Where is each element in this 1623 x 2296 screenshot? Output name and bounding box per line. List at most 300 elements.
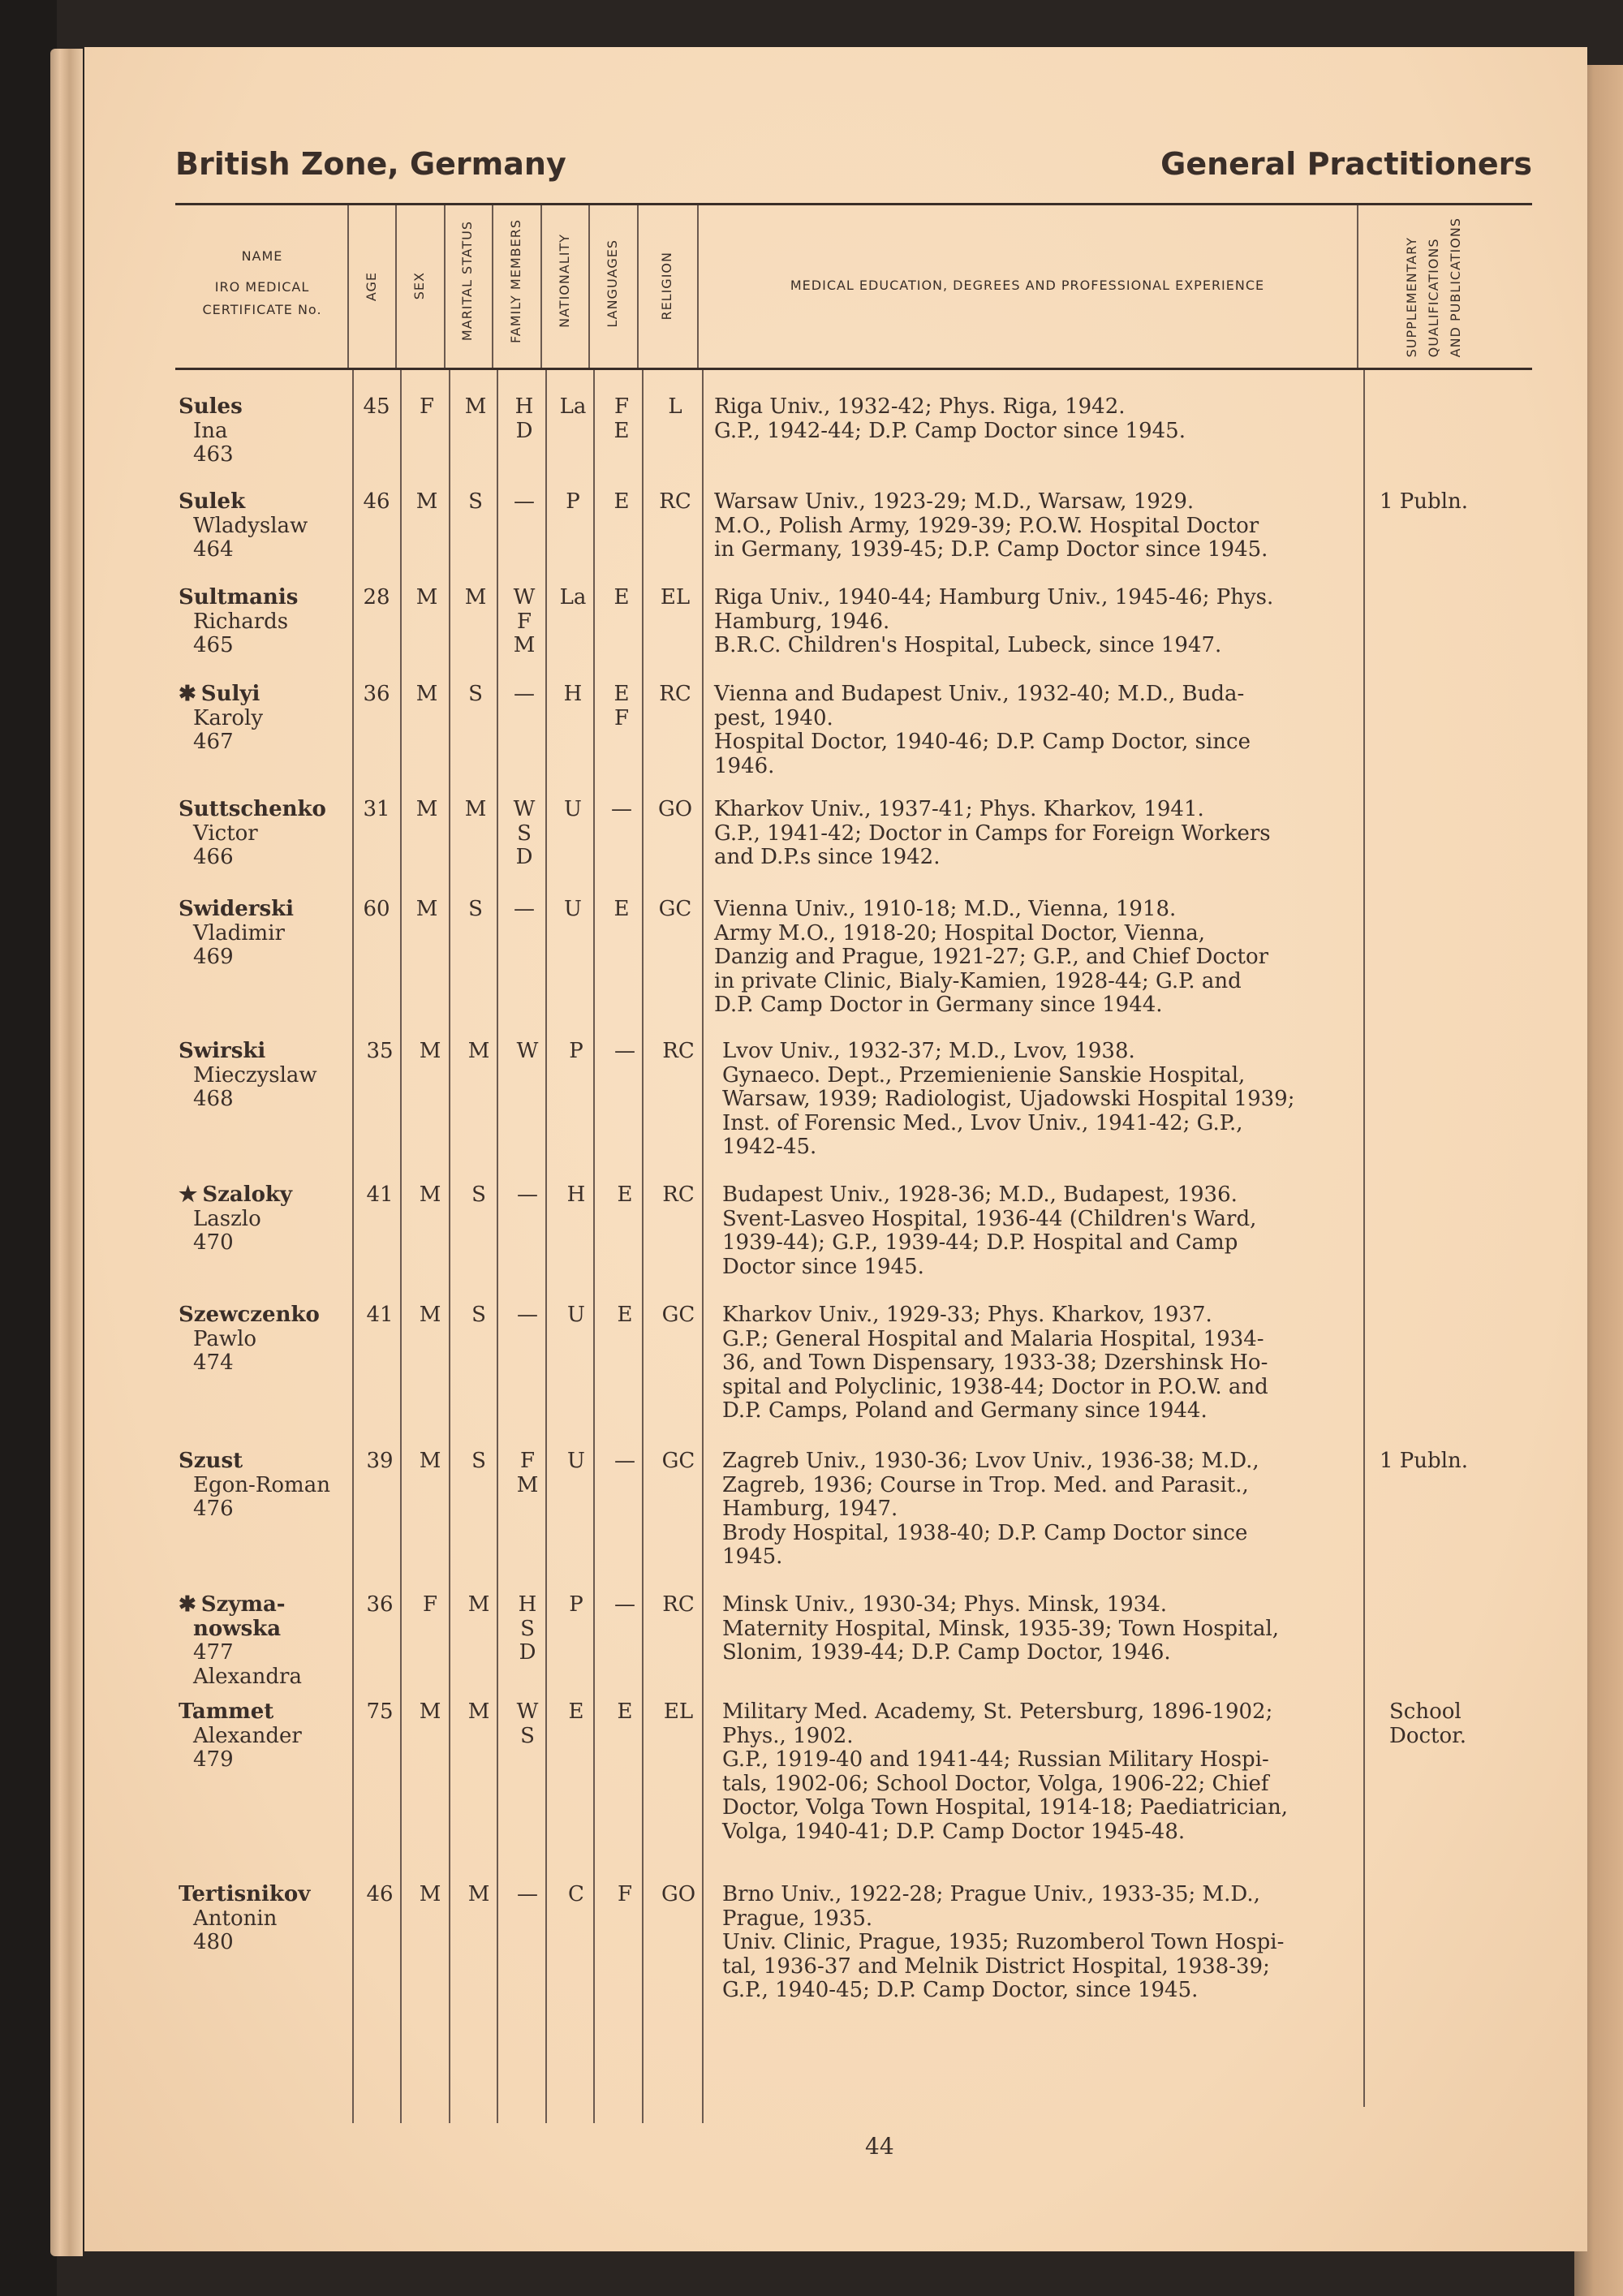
education-experience-cell: [722, 1303, 1268, 1424]
certificate-number: 477: [193, 1640, 234, 1665]
marital-cell: [454, 1183, 503, 1208]
nat-value: U: [567, 1303, 585, 1327]
doctor-surname: [179, 586, 298, 610]
name-line: [179, 1725, 302, 1749]
name-cell: [179, 1700, 302, 1773]
lang-cell: [601, 1700, 649, 1725]
sex-value: M: [415, 897, 438, 921]
rel-cell: [646, 586, 704, 610]
description-line: Lvov Univ., 1932-37; M.D., Lvov, 1938.: [722, 1039, 1135, 1063]
nat-value: H: [563, 682, 583, 706]
description-line: Inst. of Forensic Med., Lvov Univ., 1941-42; G.P.,: [722, 1110, 1243, 1135]
family-cell: [503, 1883, 552, 1907]
family-value: D: [515, 418, 533, 443]
marital-value: M: [464, 394, 487, 419]
name-text: Szust: [179, 1449, 243, 1473]
supplementary-line: School: [1389, 1699, 1462, 1724]
name-line: [179, 443, 243, 467]
nat-value: La: [559, 585, 587, 610]
lang-cell: [597, 586, 646, 610]
name-text: Sulyi: [200, 682, 260, 706]
column-header-name: [179, 245, 346, 321]
marital-value: M: [464, 797, 487, 821]
age-value: 36: [363, 682, 390, 706]
family-value: —: [514, 682, 535, 706]
rel-value: RC: [659, 682, 691, 706]
asterisk-marker-icon: ✱: [179, 682, 196, 706]
description-line: Doctor, Volga Town Hospital, 1914-18; Paediatrician,: [722, 1795, 1289, 1820]
marital-cell: [454, 1040, 503, 1064]
family-value: F: [516, 609, 532, 634]
lang-cell: [601, 1183, 649, 1208]
column-divider: [497, 370, 498, 2123]
education-experience-cell: [714, 586, 1273, 658]
age-value: 41: [366, 1303, 394, 1327]
column-header-supplementary-line: AND PUBLICATIONS: [1448, 218, 1463, 358]
column-header-languages: LANGUAGES: [605, 239, 620, 328]
marital-cell: [451, 490, 500, 515]
description-line: G.P., 1919-40 and 1941-44; Russian Military Hospi-: [722, 1747, 1269, 1772]
family-cell: [500, 395, 549, 443]
nat-value: P: [569, 1592, 583, 1617]
description-line: M.O., Polish Army, 1929-39; P.O.W. Hospital Doctor: [714, 513, 1259, 538]
name-text: nowska: [193, 1616, 282, 1641]
rel-value: GC: [658, 897, 692, 921]
column-header-nationality: NATIONALITY: [557, 234, 572, 328]
column-divider: [352, 370, 354, 2123]
sex-cell: [403, 395, 451, 420]
asterisk-marker-icon: ✱: [179, 1592, 196, 1617]
name-line: [179, 1748, 302, 1773]
column-header-supplementary-line: QUALIFICATIONS: [1426, 238, 1441, 358]
description-line: D.P. Camps, Poland and Germany since 1944.: [722, 1398, 1208, 1423]
name-cell: [179, 1303, 320, 1376]
age-cell: [355, 1883, 404, 1907]
name-text: Laszlo: [193, 1206, 261, 1231]
sex-value: M: [419, 1039, 441, 1063]
name-text: Tammet: [179, 1699, 274, 1724]
sex-value: M: [415, 682, 438, 706]
lang-value: E: [613, 489, 630, 514]
name-line: [179, 1474, 330, 1498]
marital-cell: [454, 1883, 503, 1907]
name-text: Egon-Roman: [193, 1472, 330, 1497]
name-cell: [179, 1183, 292, 1256]
marital-value: S: [468, 489, 483, 514]
description-line: Brody Hospital, 1938-40; D.P. Camp Doctor since: [722, 1520, 1248, 1545]
nat-value: H: [566, 1182, 586, 1207]
description-line: B.R.C. Children's Hospital, Lubeck, since 1947.: [714, 633, 1222, 657]
age-value: 35: [366, 1039, 394, 1063]
rel-cell: [649, 1593, 708, 1618]
lang-cell: [597, 490, 646, 515]
age-value: 36: [366, 1592, 394, 1617]
doctor-surname: [179, 490, 308, 515]
name-text: Ina: [193, 418, 228, 443]
certificate-number: 474: [193, 1350, 234, 1375]
doctor-surname: [179, 1303, 320, 1328]
doctor-surname: [179, 1593, 302, 1618]
description-line: Phys., 1902.: [722, 1723, 854, 1748]
certificate-number: 476: [193, 1497, 234, 1521]
header-top-rule: [175, 203, 1532, 205]
description-line: Military Med. Academy, St. Petersburg, 1896-1902;: [722, 1699, 1273, 1724]
rel-cell: [649, 1883, 708, 1907]
family-value: H: [514, 394, 534, 419]
supplementary-line: 1 Publn.: [1380, 489, 1469, 514]
description-line: 1939-44); G.P., 1939-44; D.P. Hospital and Camp: [722, 1230, 1238, 1255]
description-line: 1945.: [722, 1544, 783, 1569]
column-divider: [395, 205, 397, 368]
age-value: 45: [363, 394, 390, 419]
scan-background: [0, 0, 1623, 49]
age-cell: [352, 798, 401, 822]
column-header-name-line: CERTIFICATE No.: [202, 302, 322, 317]
education-experience-cell: [714, 798, 1271, 870]
education-experience-cell: [722, 1040, 1294, 1160]
age-cell: [352, 586, 401, 610]
marital-cell: [451, 586, 500, 610]
column-divider: [637, 205, 639, 368]
column-header-age: AGE: [364, 272, 379, 302]
name-cell: [179, 490, 308, 562]
name-line: [179, 1641, 302, 1665]
rel-value: GC: [661, 1303, 695, 1327]
supplementary-cell: [1380, 1450, 1468, 1474]
nat-value: P: [566, 489, 580, 514]
name-cell: [179, 586, 298, 658]
family-value: —: [517, 1303, 538, 1327]
lang-value: —: [614, 1039, 635, 1063]
nat-cell: [549, 898, 597, 922]
column-header-name-line: NAME: [241, 248, 283, 264]
marital-value: M: [467, 1882, 490, 1906]
description-line: G.P., 1940-45; D.P. Camp Doctor, since 1945.: [722, 1978, 1199, 2002]
lang-cell: [597, 395, 646, 443]
sex-value: M: [419, 1182, 441, 1207]
marital-cell: [454, 1450, 503, 1474]
family-value: D: [519, 1640, 536, 1665]
description-line: pest, 1940.: [714, 705, 833, 730]
certificate-number: 480: [193, 1930, 234, 1954]
column-divider: [588, 205, 590, 368]
nat-cell: [549, 683, 597, 707]
rel-cell: [649, 1040, 708, 1064]
age-cell: [355, 1303, 404, 1328]
lang-cell: [601, 1593, 649, 1618]
column-header-marital-status: MARITAL STATUS: [459, 221, 475, 342]
description-line: 1946.: [714, 753, 775, 778]
lang-value: F: [613, 705, 630, 730]
name-line: [179, 1618, 302, 1642]
name-cell: [179, 1883, 310, 1955]
lang-cell: [601, 1303, 649, 1328]
rel-cell: [649, 1183, 708, 1208]
description-line: Brno Univ., 1922-28; Prague Univ., 1933-35; M.D.,: [722, 1882, 1260, 1906]
age-cell: [355, 1183, 404, 1208]
sex-value: M: [415, 585, 438, 610]
family-value: —: [514, 489, 535, 514]
column-divider: [540, 205, 542, 368]
description-line: Budapest Univ., 1928-36; M.D., Budapest, 1936.: [722, 1182, 1238, 1207]
column-divider: [702, 370, 704, 2123]
name-line: [179, 610, 298, 635]
rel-value: GC: [661, 1449, 695, 1473]
name-text: Szaloky: [202, 1182, 293, 1207]
age-cell: [352, 683, 401, 707]
marital-value: M: [467, 1699, 490, 1724]
description-line: Vienna Univ., 1910-18; M.D., Vienna, 1918.: [714, 897, 1177, 921]
marital-cell: [451, 898, 500, 922]
column-divider: [444, 205, 446, 368]
marital-value: M: [467, 1039, 490, 1063]
marital-value: M: [464, 585, 487, 610]
sex-value: F: [422, 1592, 438, 1617]
marital-value: S: [471, 1182, 486, 1207]
name-text: Alexandra: [193, 1664, 302, 1689]
age-cell: [355, 1700, 404, 1725]
rel-value: GO: [661, 1882, 696, 1906]
rel-value: RC: [662, 1592, 695, 1617]
name-line: [179, 515, 308, 539]
description-line: Zagreb Univ., 1930-36; Lvov Univ., 1936-38; M.D.,: [722, 1449, 1259, 1473]
running-header-left: British Zone, Germany: [175, 146, 566, 182]
doctor-surname: [179, 1450, 330, 1474]
description-line: 1942-45.: [722, 1135, 817, 1159]
sex-value: F: [419, 394, 435, 419]
description-line: Hospital Doctor, 1940-46; D.P. Camp Doctor, since: [714, 730, 1251, 754]
family-value: W: [516, 1039, 539, 1063]
supplementary-cell: [1389, 1700, 1466, 1748]
name-line: [179, 946, 294, 970]
education-experience-cell: [714, 683, 1251, 778]
name-line: [179, 1907, 310, 1932]
lang-value: E: [617, 1303, 633, 1327]
marital-cell: [451, 798, 500, 822]
description-line: Kharkov Univ., 1937-41; Phys. Kharkov, 1941.: [714, 797, 1204, 821]
marital-cell: [451, 395, 500, 420]
name-text: Sules: [179, 394, 243, 419]
description-line: in private Clinic, Bialy-Kamien, 1928-44; G.P. and: [714, 968, 1242, 993]
nat-cell: [549, 798, 597, 822]
description-line: G.P.; General Hospital and Malaria Hospital, 1934-: [722, 1326, 1264, 1351]
marital-value: S: [471, 1449, 486, 1473]
age-cell: [355, 1450, 404, 1474]
sex-cell: [403, 490, 451, 515]
family-cell: [500, 490, 549, 515]
nat-cell: [552, 1450, 601, 1474]
lang-value: —: [611, 797, 632, 821]
nat-cell: [549, 490, 597, 515]
certificate-number: 468: [193, 1087, 234, 1111]
age-value: 46: [366, 1882, 394, 1906]
lang-value: F: [613, 394, 630, 419]
description-line: Univ. Clinic, Prague, 1935; Ruzomberol Town Hospi-: [722, 1930, 1285, 1954]
lang-cell: [601, 1040, 649, 1064]
education-experience-cell: [722, 1700, 1288, 1844]
sex-cell: [406, 1883, 454, 1907]
column-divider: [492, 205, 493, 368]
description-line: Doctor since 1945.: [722, 1254, 924, 1279]
doctor-surname: [179, 1883, 310, 1907]
column-divider: [1357, 205, 1358, 368]
certificate-number: 465: [193, 633, 234, 657]
scan-background-left: [0, 0, 57, 2296]
name-text: Antonin: [193, 1906, 278, 1931]
education-experience-cell: [714, 395, 1186, 443]
nat-cell: [549, 586, 597, 610]
description-line: Hamburg, 1947.: [722, 1497, 898, 1521]
sex-value: M: [415, 797, 438, 821]
family-cell: [503, 1450, 552, 1497]
family-value: M: [513, 633, 536, 657]
description-line: G.P., 1941-42; Doctor in Camps for Foreign Workers: [714, 821, 1271, 846]
lang-value: E: [613, 897, 630, 921]
marital-cell: [454, 1700, 503, 1725]
doctor-surname: [179, 898, 294, 922]
nat-value: U: [564, 897, 582, 921]
name-cell: [179, 683, 263, 755]
family-value: S: [517, 821, 532, 846]
family-cell: [503, 1700, 552, 1748]
certificate-number: 464: [193, 537, 234, 562]
education-experience-cell: [722, 1593, 1279, 1665]
marital-cell: [454, 1593, 503, 1618]
column-header-education: MEDICAL EDUCATION, DEGREES AND PROFESSIONAL EXPERIENCE: [790, 278, 1265, 293]
family-cell: [503, 1183, 552, 1208]
name-text: Tertisnikov: [179, 1882, 311, 1906]
nat-cell: [552, 1700, 601, 1725]
family-value: F: [519, 1449, 536, 1473]
name-line: [179, 1931, 310, 1955]
running-header-right: General Practitioners: [1160, 146, 1532, 182]
family-cell: [500, 898, 549, 922]
name-text: Szewczenko: [179, 1303, 320, 1327]
nat-cell: [549, 395, 597, 420]
name-text: Swirski: [179, 1039, 266, 1063]
description-line: Vienna and Budapest Univ., 1932-40; M.D., Buda-: [714, 682, 1245, 706]
rel-cell: [646, 490, 704, 515]
lang-value: —: [614, 1449, 635, 1473]
education-experience-cell: [722, 1883, 1284, 2003]
rel-cell: [646, 898, 704, 922]
column-header-religion: RELIGION: [659, 252, 674, 321]
name-cell: [179, 1593, 302, 1689]
sex-cell: [403, 798, 451, 822]
doctor-surname: [179, 1700, 302, 1725]
name-line: [179, 1665, 302, 1690]
sex-cell: [406, 1450, 454, 1474]
description-line: Danzig and Prague, 1921-27; G.P., and Chief Doctor: [714, 945, 1269, 969]
rel-cell: [646, 683, 704, 707]
certificate-number: 467: [193, 730, 234, 754]
name-line: [179, 1208, 292, 1232]
age-value: 28: [363, 585, 390, 610]
nat-value: La: [559, 394, 587, 419]
age-value: 60: [363, 897, 390, 921]
rel-value: EL: [660, 585, 691, 610]
sex-cell: [406, 1183, 454, 1208]
age-value: 75: [366, 1699, 394, 1724]
family-value: D: [515, 845, 533, 869]
sex-cell: [406, 1593, 454, 1618]
column-divider: [642, 370, 644, 2123]
lang-value: E: [613, 682, 630, 706]
nat-cell: [552, 1183, 601, 1208]
description-line: Slonim, 1939-44; D.P. Camp Doctor, 1946.: [722, 1640, 1171, 1665]
description-line: Hamburg, 1946.: [714, 609, 890, 634]
nat-cell: [552, 1040, 601, 1064]
column-divider: [593, 370, 595, 2123]
description-line: 36, and Town Dispensary, 1933-38; Dzershinsk Ho-: [722, 1350, 1268, 1375]
name-line: [179, 1328, 320, 1352]
lang-cell: [597, 798, 646, 822]
age-cell: [355, 1040, 404, 1064]
name-line: [179, 707, 263, 731]
description-line: spital and Polyclinic, 1938-44; Doctor in P.O.W. and: [722, 1374, 1268, 1399]
lang-cell: [597, 898, 646, 922]
column-divider: [1363, 370, 1365, 2107]
description-line: Maternity Hospital, Minsk, 1935-39; Town Hospital,: [722, 1616, 1280, 1641]
description-line: and D.P.s since 1942.: [714, 845, 941, 869]
description-line: Riga Univ., 1940-44; Hamburg Univ., 1945-46; Phys.: [714, 585, 1274, 610]
nat-value: C: [568, 1882, 584, 1906]
name-cell: [179, 395, 243, 467]
rel-cell: [646, 798, 704, 822]
family-cell: [500, 798, 549, 870]
education-experience-cell: [722, 1450, 1259, 1570]
description-line: Svent-Lasveo Hospital, 1936-44 (Children's Ward,: [722, 1206, 1257, 1231]
family-value: H: [518, 1592, 537, 1617]
description-line: in Germany, 1939-45; D.P. Camp Doctor since 1945.: [714, 537, 1268, 562]
name-line: [179, 1497, 330, 1522]
name-line: [179, 1351, 320, 1376]
lang-cell: [601, 1450, 649, 1474]
rel-value: EL: [663, 1699, 694, 1724]
lang-value: —: [614, 1592, 635, 1617]
name-text: Karoly: [193, 705, 264, 730]
nat-cell: [552, 1593, 601, 1618]
sex-value: M: [415, 489, 438, 514]
family-cell: [503, 1040, 552, 1064]
doctor-surname: [179, 395, 243, 420]
name-line: [179, 822, 326, 846]
marital-value: S: [468, 682, 483, 706]
lang-value: E: [613, 418, 630, 443]
description-line: Army M.O., 1918-20; Hospital Doctor, Vienna,: [714, 920, 1206, 946]
sex-value: M: [419, 1303, 441, 1327]
supplementary-line: Doctor.: [1389, 1723, 1466, 1748]
lang-value: E: [617, 1699, 633, 1724]
marital-value: S: [468, 897, 483, 921]
lang-value: F: [617, 1882, 633, 1906]
family-value: W: [513, 585, 536, 610]
age-value: 31: [363, 797, 390, 821]
rel-value: RC: [662, 1039, 695, 1063]
name-text: Pawlo: [193, 1326, 257, 1351]
name-cell: [179, 1040, 317, 1112]
age-cell: [355, 1593, 404, 1618]
book-page-edges: [50, 49, 83, 2256]
description-line: tal, 1936-37 and Melnik District Hospital, 1938-39;: [722, 1954, 1270, 1979]
name-line: [179, 846, 326, 870]
doctor-surname: [179, 798, 326, 822]
name-text: Victor: [193, 821, 258, 846]
age-cell: [352, 898, 401, 922]
certificate-number: 463: [193, 442, 234, 467]
rel-cell: [646, 395, 704, 420]
age-cell: [352, 490, 401, 515]
